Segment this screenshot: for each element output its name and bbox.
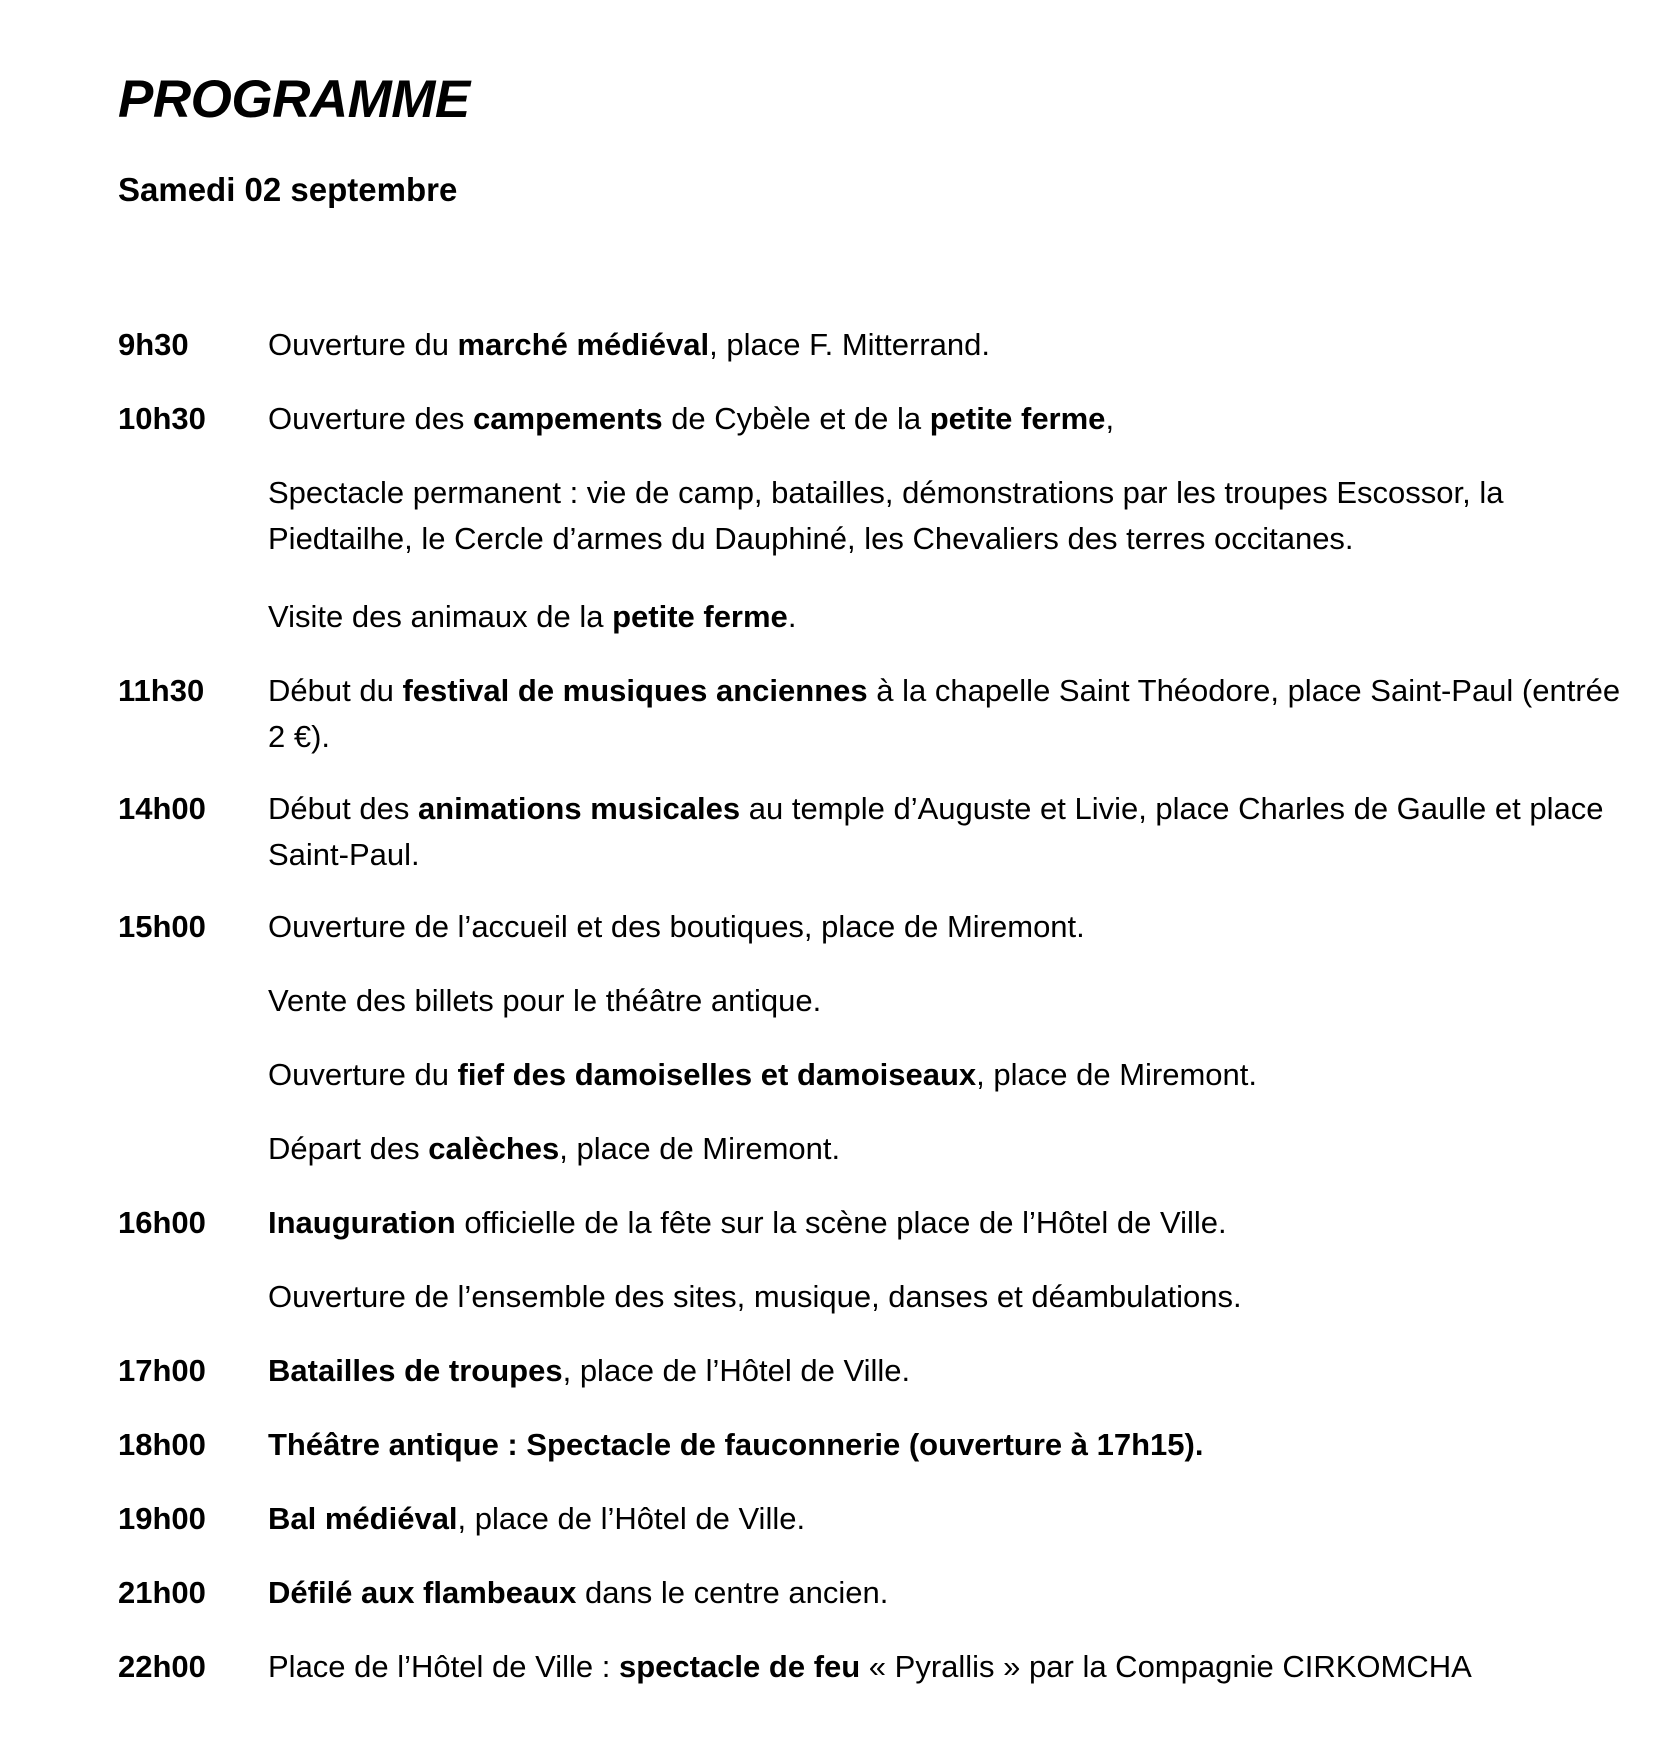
- entry-time: 11h30: [118, 673, 205, 708]
- entry-time: 19h00: [118, 1501, 206, 1536]
- entry-description: [268, 322, 1628, 368]
- description-text: .: [787, 599, 797, 634]
- entry-time: 22h00: [118, 1649, 206, 1684]
- entry-description: [268, 1496, 1628, 1542]
- entry-time: 15h00: [118, 909, 206, 944]
- description-text: Ouverture de l’ensemble des sites, musique, danses et déambulations.: [268, 1279, 1242, 1314]
- entry-description: [268, 1570, 1628, 1616]
- description-text: Place de l’Hôtel de Ville :: [268, 1649, 619, 1684]
- description-text: , place de l’Hôtel de Ville.: [457, 1501, 806, 1536]
- highlighted-text: Bal médiéval: [268, 1501, 458, 1536]
- highlighted-text: campements: [473, 401, 663, 436]
- entry-description: [268, 1274, 1628, 1320]
- description-text: de Cybèle et de la: [662, 401, 930, 436]
- highlighted-text: marché médiéval: [457, 327, 710, 362]
- description-text: , place F. Mitterrand.: [709, 327, 990, 362]
- description-text: dans le centre ancien.: [576, 1575, 889, 1610]
- entry-description: [268, 978, 1628, 1024]
- description-text: ,: [1105, 401, 1115, 436]
- description-text: Visite des animaux de la: [268, 599, 613, 634]
- description-text: Ouverture de l’accueil et des boutiques, place de Miremont.: [268, 909, 1085, 944]
- description-text: Début du: [268, 673, 403, 708]
- highlighted-text: fief des damoiselles et damoiseaux: [457, 1057, 977, 1092]
- description-text: , place de Miremont.: [976, 1057, 1258, 1092]
- description-text: , place de Miremont.: [559, 1131, 841, 1166]
- day-heading: Samedi 02 septembre: [118, 171, 458, 208]
- entry-description: [268, 1052, 1628, 1098]
- highlighted-text: calèches: [428, 1131, 560, 1166]
- highlighted-text: petite ferme: [929, 401, 1106, 436]
- highlighted-text: Défilé aux flambeaux: [268, 1575, 577, 1610]
- highlighted-text: Inauguration: [268, 1205, 456, 1240]
- entry-time: 17h00: [118, 1353, 206, 1388]
- entry-description: [268, 1200, 1628, 1246]
- description-text: Spectacle permanent : vie de camp, batailles, démonstrations par les troupes Escossor, la Piedtailhe, le Cercle d’armes du Dauphiné, les Chevaliers des terres occitanes.: [268, 475, 1504, 556]
- description-text: au temple d’Auguste et Livie, place Charles de Gaulle et place Saint-Paul.: [268, 791, 1604, 872]
- description-text: Ouverture des: [268, 401, 474, 436]
- entry-time: 10h30: [118, 401, 206, 436]
- description-text: Départ des: [268, 1131, 429, 1166]
- entry-description: [268, 1126, 1628, 1172]
- entry-description: [268, 904, 1628, 950]
- entry-description: [268, 594, 1628, 640]
- highlighted-text: Théâtre antique : Spectacle de fauconnerie (ouverture à 17h15).: [268, 1427, 1204, 1462]
- entry-time: 18h00: [118, 1427, 206, 1462]
- entry-description: [268, 786, 1628, 878]
- entry-time: 21h00: [118, 1575, 206, 1610]
- highlighted-text: spectacle de feu: [618, 1649, 861, 1684]
- description-text: à la chapelle Saint Théodore, place Saint-Paul (entrée 2 €).: [268, 673, 1621, 754]
- highlighted-text: petite ferme: [612, 599, 788, 634]
- description-text: , place de l’Hôtel de Ville.: [562, 1353, 911, 1388]
- page-title: PROGRAMME: [118, 70, 470, 129]
- description-text: Ouverture du: [268, 327, 458, 362]
- description-text: Vente des billets pour le théâtre antique.: [268, 983, 822, 1018]
- entry-description: [268, 1422, 1628, 1468]
- highlighted-text: Batailles de troupes: [268, 1353, 563, 1388]
- entry-description: [268, 1644, 1628, 1690]
- entry-time: 14h00: [118, 791, 206, 826]
- entry-time: 9h30: [118, 327, 189, 362]
- description-text: officielle de la fête sur la scène place de l’Hôtel de Ville.: [455, 1205, 1227, 1240]
- description-text: « Pyrallis » par la Compagnie CIRKOMCHA: [860, 1649, 1472, 1684]
- entry-description: [268, 668, 1628, 760]
- description-text: Ouverture du: [268, 1057, 458, 1092]
- entry-time: 16h00: [118, 1205, 206, 1240]
- highlighted-text: animations musicales: [417, 791, 741, 826]
- entry-description: [268, 1348, 1628, 1394]
- highlighted-text: festival de musiques anciennes: [402, 673, 868, 708]
- description-text: Début des: [268, 791, 418, 826]
- entry-description: [268, 470, 1628, 562]
- entry-description: [268, 396, 1628, 442]
